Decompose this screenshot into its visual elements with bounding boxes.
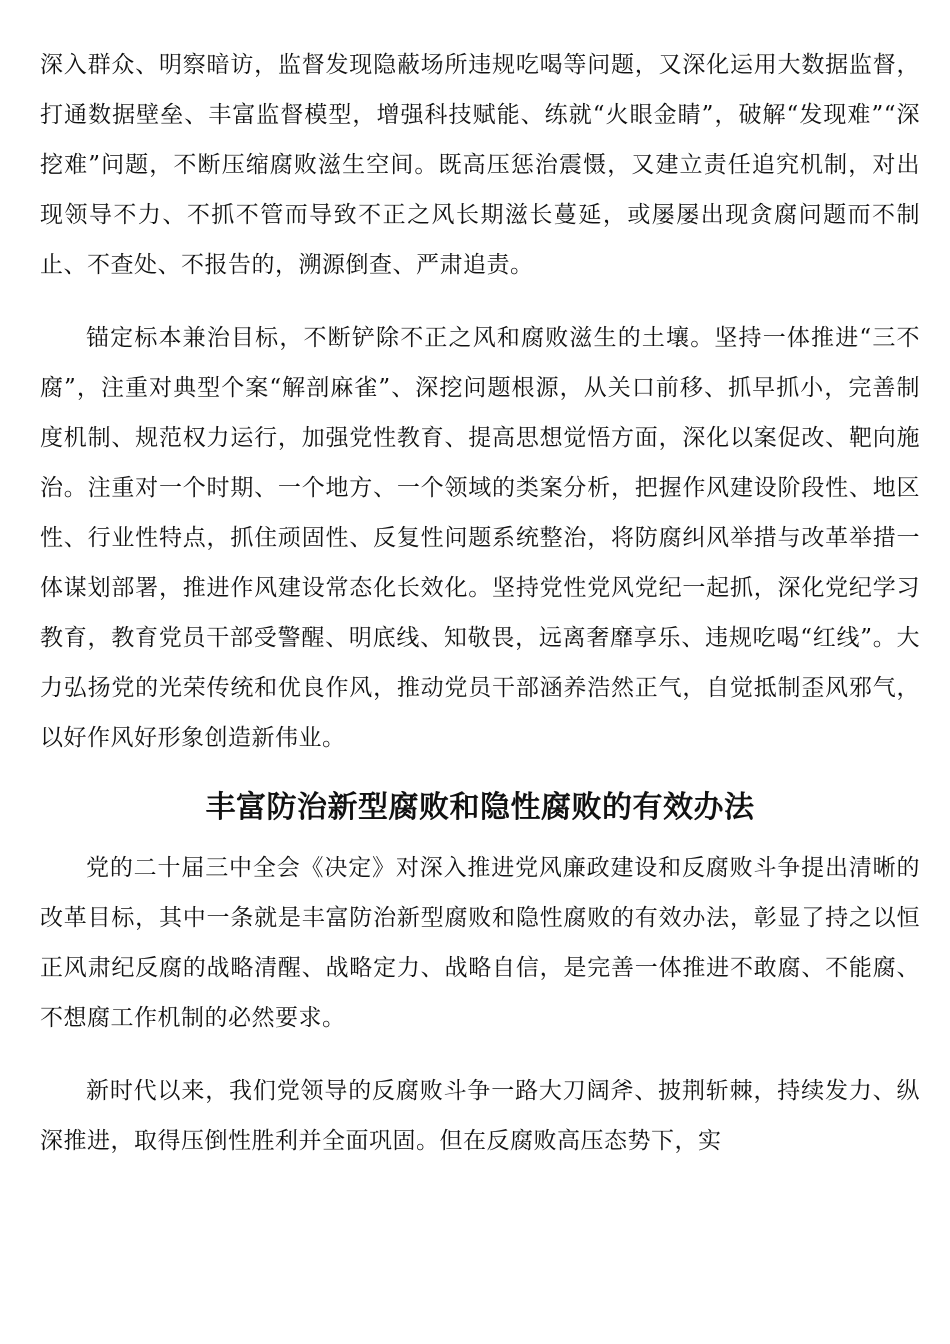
section-heading: 丰富防治新型腐败和隐性腐败的有效办法 [205,790,755,825]
paragraph-plenum-decision: 党的二十届三中全会《决定》对深入推进党风廉政建设和反腐败斗争提出清晰的改革目标，其中一条就是丰富防治新型腐败和隐性腐败的有效办法，彰显了持之以恒正风肃纪反腐的战略清醒、战略定力、战略自信，是完善一体推进不敢腐、不能腐、不想腐工作机制的必然要求。 [40,855,920,1031]
paragraph-new-era: 新时代以来，我们党领导的反腐败斗争一路大刀阔斧、披荆斩棘，持续发力、纵深推进，取得压倒性胜利并全面巩固。但在反腐败高压态势下，实 [40,1078,920,1154]
paragraph-supervision: 深入群众、明察暗访，监督发现隐蔽场所违规吃喝等问题，又深化运用大数据监督，打通数据壁垒、丰富监督模型，增强科技赋能、练就“火眼金睛”，破解“发现难”“深挖难”问题，不断压缩腐败滋生空间。既高压惩治震慑，又建立责任追究机制，对出现领导不力、不抓不管而导致不正之风长期滋长蔓延，或屡屡出现贪腐问题而不制止、不查处、不报告的，溯源倒查、严肃追责。 [40,52,920,278]
paragraph-root-causes: 锚定标本兼治目标，不断铲除不正之风和腐败滋生的土壤。坚持一体推进“三不腐”，注重对典型个案“解剖麻雀”、深挖问题根源，从关口前移、抓早抓小，完善制度机制、规范权力运行，加强党性教育、提高思想觉悟方面，深化以案促改、靶向施治。注重对一个时期、一个地方、一个领域的类案分析，把握作风建设阶段性、地区性、行业性特点，抓住顽固性、反复性问题系统整治，将防腐纠风举措与改革举措一体谋划部署，推进作风建设常态化长效化。坚持党性党风党纪一起抓，深化党纪学习教育，教育党员干部受警醒、明底线、知敬畏，远离奢靡享乐、违规吃喝“红线”。大力弘扬党的光荣传统和优良作风，推动党员干部涵养浩然正气，自觉抵制歪风邪气，以好作风好形象创造新伟业。 [40,325,920,751]
document-page [40,40,920,1166]
